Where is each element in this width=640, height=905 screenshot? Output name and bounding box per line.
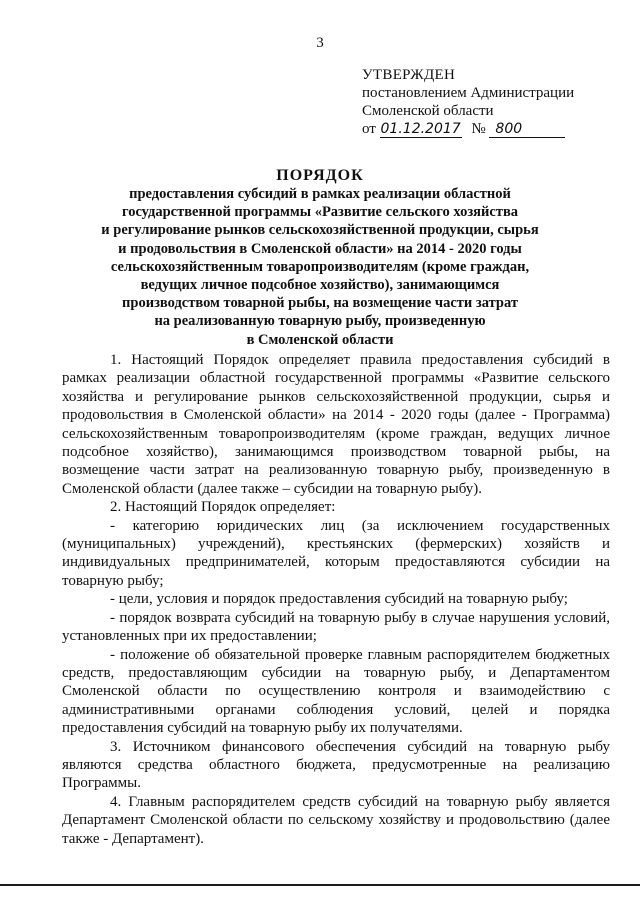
subtitle-line: и регулирование рынков сельскохозяйственной продукции, сырья [101, 222, 539, 239]
subtitle-line: государственной программы «Развитие сельского хозяйства [121, 204, 519, 221]
document-body [62, 351, 610, 848]
subtitle-line: в Смоленской области [246, 331, 394, 348]
paragraph: 3. Источником финансового обеспечения субсидий на товарную рыбу являются средства областного бюджета, предусмотренные на реализацию Программы. [62, 738, 610, 792]
approval-line-1: постановлением Администрации [362, 85, 575, 101]
subtitle-line: производством товарной рыбы, на возмещение части затрат [122, 295, 518, 312]
approval-date-line [362, 120, 622, 138]
list-item: - порядок возврата субсидий на товарную рыбу в случае нарушения условий, установленных при их предоставлении; [62, 609, 610, 645]
scan-edge-divider [0, 884, 640, 886]
subtitle-line: на реализованную товарную рыбу, произведенную [154, 313, 486, 330]
subtitle-line: ведущих личное подсобное хозяйство), занимающимся [140, 277, 500, 294]
date-prefix: от [362, 121, 376, 137]
approval-heading: УТВЕРЖДЕН [362, 67, 456, 83]
approval-line-2: Смоленской области [362, 103, 494, 119]
approval-block [362, 66, 622, 138]
list-item: - положение об обязательной проверке главным распорядителем бюджетных средств, предоставляющим субсидии на товарную рыбу, и Департаментом Смоленской области по осуществлению контроля и взаимодействию с административными органами соблюдения условий, целей и порядка предоставления субсидий на товарную рыбу их получателями. [62, 646, 610, 737]
paragraph: 1. Настоящий Порядок определяет правила предоставления субсидий в рамках реализации областной государственной программы «Развитие сельского хозяйства и регулирование рынков сельскохозяйственной продукции, сырья и продовольствия в Смоленской области» на 2014 - 2020 годы (далее - Программа) сельскохозяйственным товаропроизводителям (кроме граждан, ведущих личное подсобное хозяйство), занимающимся производством товарной рыбы, на возмещение части затрат на реализованную товарную рыбу, произведенную в Смоленской области (далее также – субсидии на товарную рыбу). [62, 352, 610, 497]
subtitle-line: и продовольствия в Смоленской области» на 2014 - 2020 годы [118, 240, 522, 257]
list-item: - категорию юридических лиц (за исключением государственных (муниципальных) учреждений), крестьянских (фермерских) хозяйств и индивидуальных предпринимателей, которым предоставляются субсидии на товарную рыбу; [62, 517, 610, 589]
subtitle-line: сельскохозяйственным товаропроизводителям (кроме граждан, [110, 258, 530, 275]
page-number: 3 [316, 35, 324, 51]
list-item: - цели, условия и порядок предоставления субсидий на товарную рыбу; [110, 591, 568, 608]
paragraph: 2. Настоящий Порядок определяет: [110, 499, 336, 516]
subtitle-line: предоставления субсидий в рамках реализации областной [129, 186, 511, 202]
approval-date: 01.12.2017 [380, 121, 461, 137]
approval-number: 800 [489, 122, 565, 138]
paragraph: 4. Главным распорядителем средств субсидий на товарную рыбу является Департамент Смоленской области по сельскому хозяйству и продовольствию (далее также - Департамент). [62, 793, 610, 847]
document-subtitle [60, 185, 580, 349]
number-prefix: № [471, 121, 486, 137]
document-title: ПОРЯДОК [276, 167, 364, 184]
